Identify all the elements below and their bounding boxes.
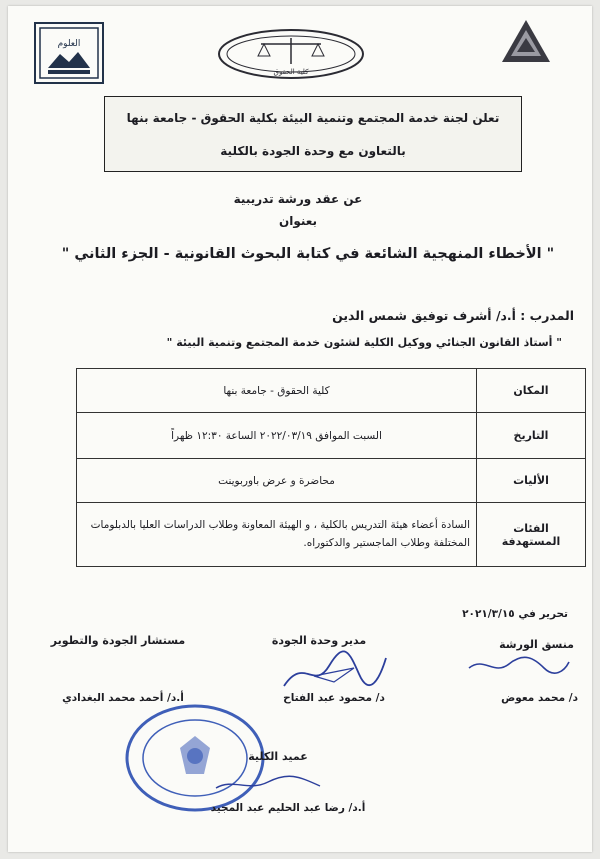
intro-line-2: بعنوان	[278, 214, 318, 228]
workshop-title: " الأخطاء المنهجية الشائعة في كتابة البحوث القانونية - الجزء الثاني "	[61, 246, 555, 262]
faculty-logo-left	[34, 22, 104, 84]
coordinator-name: د/ محمد معوض	[501, 692, 578, 704]
row-key: الفئات المستهدفة	[477, 503, 586, 567]
trainer-line: المدرب : أ.د/ أشرف توفيق شمس الدين	[332, 308, 574, 323]
issue-date: تحرير في ٢٠٢١/٣/١٥	[462, 608, 568, 620]
table-row	[77, 459, 586, 503]
details-table	[76, 368, 586, 567]
table-row	[77, 503, 586, 567]
row-key: التاريخ	[477, 413, 586, 459]
banner-line-1: تعلن لجنة خدمة المجتمع وتنمية البيئة بكلية الحقوق - جامعة بنها	[126, 111, 500, 125]
trainer-description: " أستاذ القانون الجنائي ووكيل الكلية لشئون خدمة المجتمع وتنمية البيئة "	[166, 336, 562, 349]
dean-name: أ.د/ رضا عبد الحليم عبد المجيد	[210, 802, 366, 814]
document-page	[8, 6, 592, 852]
unit-director-name: د/ محمود عبد الفتاح	[283, 692, 385, 704]
unit-director-title: مدير وحدة الجودة	[271, 634, 367, 647]
logo-center-text: كلية الحقوق	[273, 68, 309, 76]
university-logo-right	[498, 16, 554, 68]
coordinator-title: منسق الورشة	[499, 638, 574, 651]
row-value: محاضرة و عرض باوربوينت	[77, 459, 477, 503]
advisor-title: مستشار الجودة والتطوير	[50, 634, 186, 647]
unit-director-signature	[274, 646, 394, 696]
logo-left-text: العلوم	[57, 39, 81, 49]
dean-signature	[208, 770, 328, 798]
row-key: الأليات	[477, 459, 586, 503]
row-value: كلية الحقوق - جامعة بنها	[77, 369, 477, 413]
coordinator-signature	[464, 650, 574, 680]
banner-line-2: بالتعاون مع وحدة الجودة بالكلية	[220, 144, 406, 159]
announcement-banner	[104, 96, 522, 172]
table-row	[77, 369, 586, 413]
row-value: السادة أعضاء هيئة التدريس بالكلية ، و الهيئة المعاونة وطلاب الدراسات العليا بالدبلومات المختلفة وطلاب الماجستير والدكتوراه.	[77, 503, 477, 567]
row-key: المكان	[477, 369, 586, 413]
dean-title: عميد الكلية	[248, 750, 308, 763]
faculty-logo-center	[216, 24, 366, 80]
table-row	[77, 413, 586, 459]
intro-line-1: عن عقد ورشة تدريبية	[233, 192, 363, 206]
row-value: السبت الموافق ٢٠٢٢/٠٣/١٩ الساعة ١٢:٣٠ ظهراً	[77, 413, 477, 459]
advisor-name: أ.د/ أحمد محمد البغدادي	[62, 692, 184, 704]
